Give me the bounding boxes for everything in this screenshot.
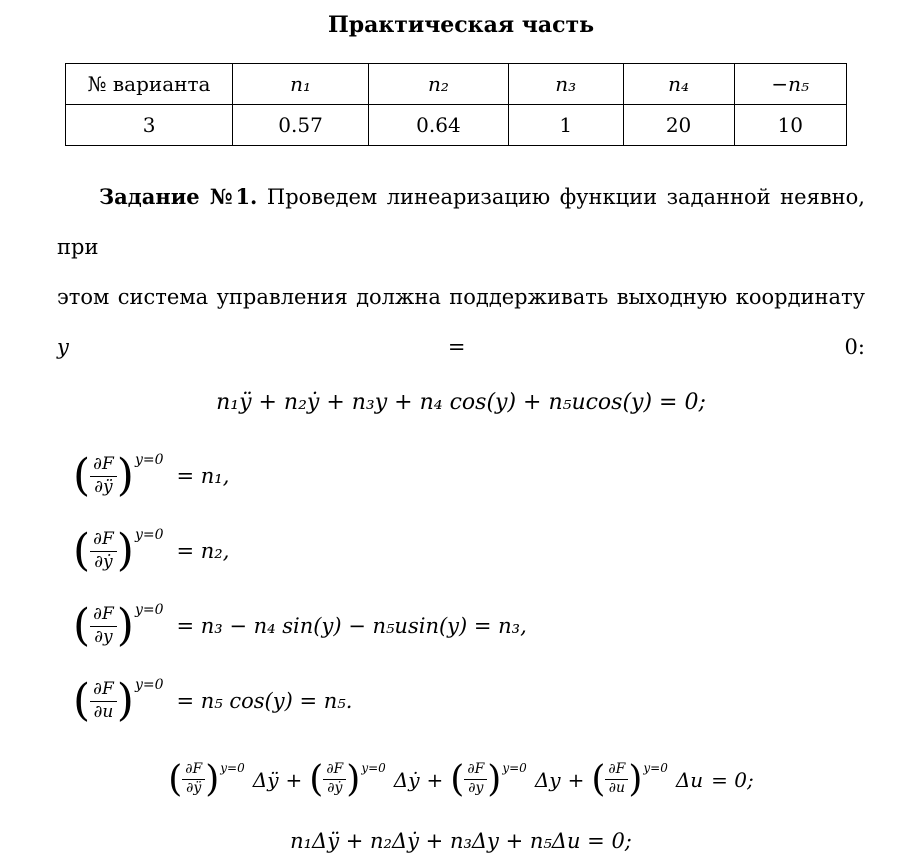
value-cell-n5: 10 [734,105,847,146]
right-paren: ) [487,758,502,800]
plus-operator: + [426,767,444,792]
variant-table [65,63,847,146]
fraction-denominator: ∂y [94,626,113,647]
partial-fraction [73,600,527,651]
delta-term: Δÿ [252,767,279,792]
header-cell-n4: n₄ [623,64,734,105]
fraction-numerator: ∂F [464,762,487,780]
fraction [90,680,117,721]
task-text-1: Проведем линеаризацию функции заданной неявно, при [57,185,865,259]
equation-rhs: = n₅ cos(y) = n₅. [176,689,353,713]
task-text-2: этом система управления должна поддерживать выходную координату [57,285,865,309]
superscript-condition: y=0 [643,760,668,775]
fraction-numerator: ∂F [182,762,205,780]
linearized-term-2 [309,758,386,800]
fraction [323,762,346,796]
left-paren: ( [73,600,91,651]
fraction [605,762,628,796]
fraction-denominator: ∂ẏ [327,780,343,796]
left-paren: ( [73,525,91,576]
fraction [90,530,117,571]
equation-rhs: = n₂, [176,539,230,563]
fraction-denominator: ∂u [93,701,114,722]
task-paragraph [57,172,865,372]
fraction-numerator: ∂F [605,762,628,780]
linearized-term-3 [450,758,527,800]
superscript-condition: y=0 [502,760,527,775]
task-line-1 [57,172,865,272]
left-paren: ( [591,758,606,800]
right-paren: ) [116,675,134,726]
superscript-condition: y=0 [134,602,164,618]
right-paren: ) [346,758,361,800]
right-paren: ) [628,758,643,800]
table-value-row [66,105,847,146]
plus-operator: + [567,767,585,792]
derivative-equation-1 [73,447,865,505]
derivative-equation-3 [73,597,865,655]
equation-tail: = 0; [711,767,754,792]
value-cell-variant: 3 [66,105,233,146]
fraction-numerator: ∂F [90,530,117,551]
superscript-condition: y=0 [134,677,164,693]
delta-term: Δẏ [393,767,420,792]
delta-term: Δy [534,767,561,792]
partial-fraction [73,525,230,576]
task-label: Задание №1. [99,184,258,209]
linearized-equation [57,752,865,807]
task-math-y: y [57,335,69,359]
table-header-row [66,64,847,105]
final-equation: n₁Δÿ + n₂Δẏ + n₃Δy + n₅Δu = 0; [290,829,632,853]
value-cell-n2: 0.64 [369,105,509,146]
value-cell-n3: 1 [508,105,623,146]
fraction-numerator: ∂F [90,605,117,626]
header-cell-n2: n₂ [369,64,509,105]
header-cell-n5: −n₅ [734,64,847,105]
value-cell-n4: 20 [623,105,734,146]
header-cell-variant: № варианта [66,64,233,105]
partial-fraction [73,450,230,501]
fraction-denominator: ∂ÿ [94,476,113,497]
fraction [90,605,117,646]
equation-rhs: = n₃ − n₄ sin(y) − n₅usin(y) = n₃, [176,614,527,638]
delta-term: Δu [675,767,704,792]
right-paren: ) [116,450,134,501]
right-paren: ) [205,758,220,800]
header-cell-n1: n₁ [233,64,369,105]
superscript-condition: y=0 [134,527,164,543]
derivative-equation-4 [73,672,865,730]
equation-rhs: = n₁, [176,464,230,488]
linearized-term-4 [591,758,668,800]
task-line-2 [57,272,865,372]
superscript-condition: y=0 [134,452,164,468]
right-paren: ) [116,525,134,576]
fraction-denominator: ∂ẏ [94,551,113,572]
partial-fraction [73,675,353,726]
left-paren: ( [168,758,183,800]
header-cell-n3: n₃ [508,64,623,105]
task-text-2-tail: = 0: [447,335,865,359]
left-paren: ( [450,758,465,800]
superscript-condition: y=0 [220,760,245,775]
page-title: Практическая часть [327,12,595,38]
fraction-denominator: ∂u [608,780,625,796]
equation-implicit: n₁ÿ + n₂ẏ + n₃y + n₄ cos(y) + n₅ucos(y) = 0; [216,390,706,415]
left-paren: ( [73,675,91,726]
fraction [90,455,117,496]
fraction-numerator: ∂F [323,762,346,780]
fraction-numerator: ∂F [90,455,117,476]
fraction [464,762,487,796]
linearized-term-1 [168,758,245,800]
right-paren: ) [116,600,134,651]
left-paren: ( [309,758,324,800]
fraction-denominator: ∂ÿ [186,780,202,796]
value-cell-n1: 0.57 [233,105,369,146]
plus-operator: + [285,767,303,792]
superscript-condition: y=0 [361,760,386,775]
fraction-denominator: ∂y [468,780,484,796]
fraction-numerator: ∂F [90,680,117,701]
fraction [182,762,205,796]
left-paren: ( [73,450,91,501]
derivative-equation-2 [73,522,865,580]
